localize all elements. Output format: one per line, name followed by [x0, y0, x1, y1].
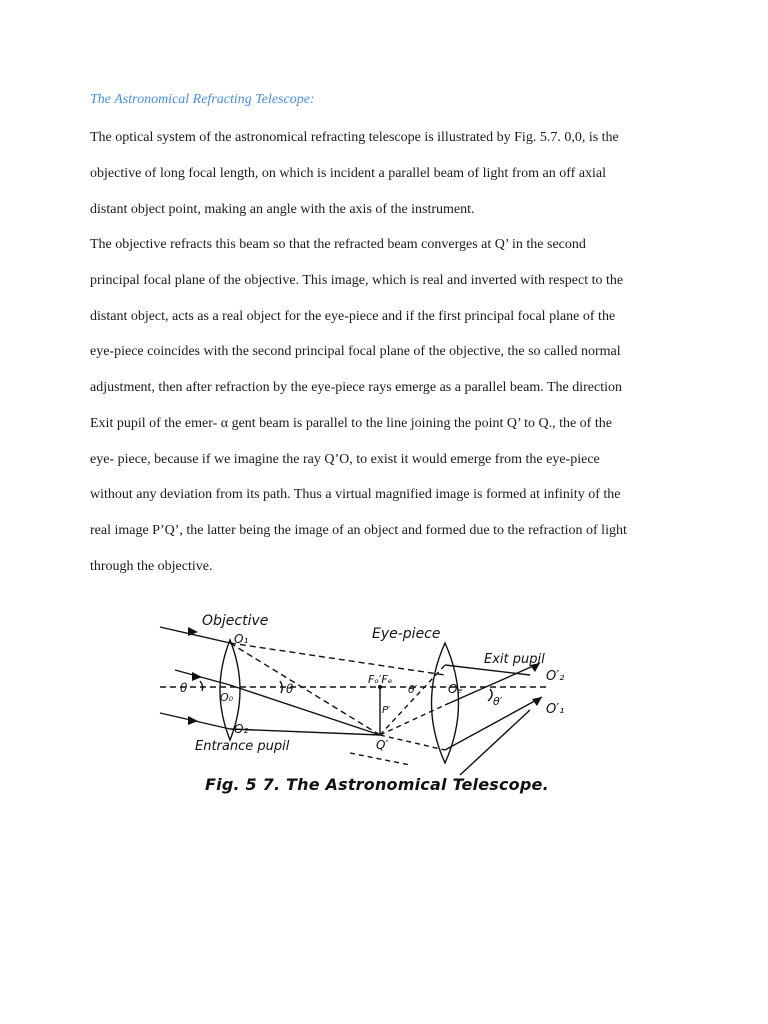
refracted-ray [230, 729, 380, 735]
diverging-ray [350, 753, 410, 765]
oe-label: Oₑ [448, 682, 463, 696]
arrowhead [192, 672, 202, 681]
paragraph-line: through the objective. [90, 559, 213, 574]
o2-prime-label: O′₂ [546, 669, 565, 684]
o2-label: O₂ [234, 722, 249, 736]
paragraph-line: The objective refracts this beam so that the refracted beam converges at Q’ in the second [90, 237, 586, 252]
o0-label: O₀ [220, 691, 234, 704]
theta-prime-arc [488, 689, 492, 701]
q-label: Q′ [376, 738, 389, 752]
theta-prime-label: θ′ [493, 695, 503, 708]
theta-arc [200, 681, 203, 691]
paragraph-line: Exit pupil of the emer- α gent beam is parallel to the line joining the point Q’ to Q., the of the [90, 416, 612, 431]
p-label: P′ [382, 705, 391, 716]
exit-pupil-label: Exit pupil [484, 652, 545, 667]
paragraph-line: adjustment, then after refraction by the eye-piece rays emerge as a parallel beam. The direction [90, 380, 623, 395]
emergent-ray [460, 710, 530, 775]
paragraph-line: distant object point, making an angle with the axis of the instrument. [90, 202, 475, 217]
o1-prime-label: O′₁ [546, 702, 565, 717]
paragraph-line: The optical system of the astronomical refracting telescope is illustrated by Fig. 5.7. 0,0, is the [90, 130, 619, 145]
marginal-ray [230, 643, 445, 675]
figure-caption: Fig. 5 7. The Astronomical Telescope. [205, 775, 549, 794]
theta-label: θ [180, 681, 188, 695]
paragraph-line: without any deviation from its path. Thus a virtual magnified image is formed at infinity of the [90, 487, 621, 502]
paragraph-line: principal focal plane of the objective. This image, which is real and inverted with respect to the [90, 273, 624, 288]
paragraph-line: eye- piece, because if we imagine the ray Q’O, to exist it would emerge from the eye-piece [90, 452, 600, 467]
o1-label: O₁ [234, 632, 249, 646]
refracted-ray [230, 685, 380, 735]
incident-ray [160, 627, 230, 643]
fo-fe-label: Fₒ′Fₑ [368, 673, 393, 686]
paragraph-line: real image P’Q’, the latter being the image of an object and formed due to the refraction of light [90, 523, 627, 538]
objective-label: Objective [202, 613, 269, 629]
eyepiece-label: Eye-piece [372, 626, 441, 642]
refracted-ray [230, 643, 380, 735]
theta-label: θ [286, 682, 294, 696]
arrowhead [188, 716, 198, 725]
entrance-pupil-label: Entrance pupil [195, 739, 290, 754]
paragraph-line: objective of long focal length, on which is incident a parallel beam of light from an off axial [90, 166, 607, 181]
section-heading: The Astronomical Refracting Telescope: [90, 92, 315, 107]
paragraph-line: eye-piece coincides with the second principal focal plane of the objective, the so called normal [90, 344, 621, 359]
paragraph-line: distant object, acts as a real object for the eye-piece and if the first principal focal plane of the [90, 309, 616, 324]
theta-prime-label: θ′ [408, 683, 418, 696]
